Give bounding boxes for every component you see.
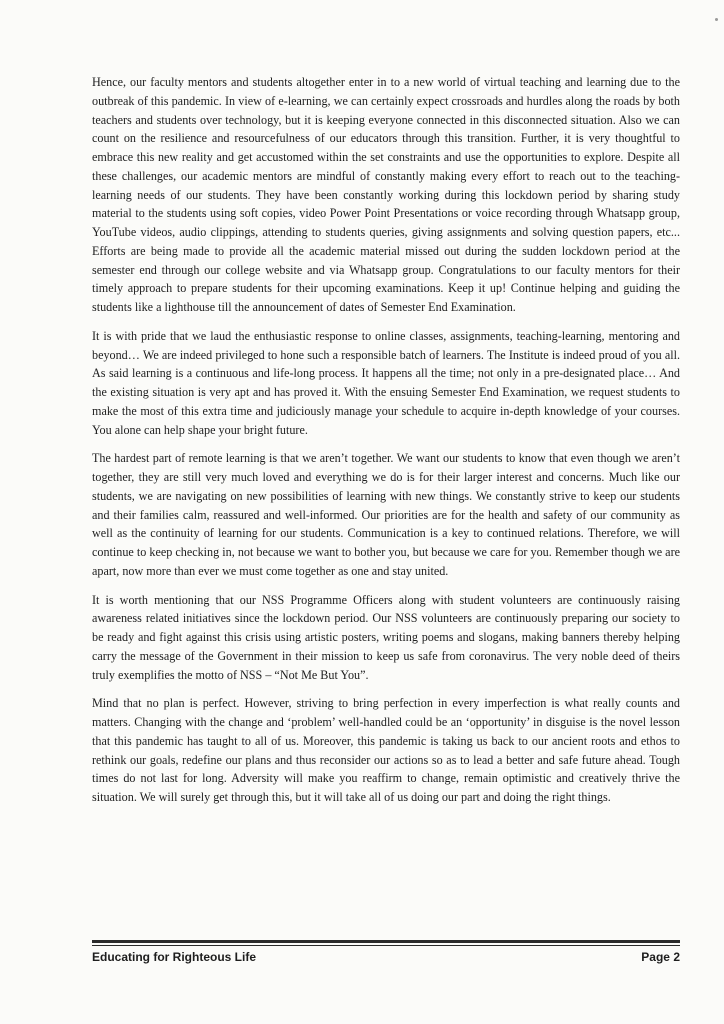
paragraph-no-plan-perfect: Mind that no plan is perfect. However, striving to bring perfection in every imperfection is what really counts and matters. Changing with the change and ‘problem’ well-handled could be an ‘opportunity’ in disguise is the novel lesson that this pandemic has taught to all of us. Moreover, this pandemic is taking us back to our ancient roots and ethos to rethink our goals, redefine our plans and thus reconsider our actions so as to lead a better and safe future ahead. Tough times do not last for long. Adversity will make you reaffirm to change, remain optimistic and creatively thrive the situation. We will surely get through this, but it will take all of us doing our part and doing the right things. [92,696,680,804]
page-footer [92,940,680,964]
page-number: Page 2 [641,950,680,964]
scan-edge-mark [715,18,718,21]
paragraph-elearning: Hence, our faculty mentors and students altogether enter in to a new world of virtual teaching and learning due to the outbreak of this pandemic. In view of e-learning, we can certainly expect crossroads and hurdles along the roads by both teachers and students over technology, but it is keeping everyone connected in this disconnected situation. Also we can count on the resilience and resourcefulness of our educators through this transition. Further, it is very thoughtful to embrace this new reality and get accustomed within the set constraints and use the opportunities to explore. Despite all these challenges, our academic mentors are mindful of constantly making every effort to reach out to the teaching-learning needs of our students. They have been constantly working during this lockdown period by sharing study material to the students using soft copies, video Power Point Presentations or voice recording through Whatsapp group, YouTube videos, audio clippings, attending to students queries, giving assignments and solving question papers, etc... Efforts are being made to provide all the academic material missed out during the sudden lockdown period at the semester end through our college website and via Whatsapp group. Congratulations to our faculty mentors for their timely approach to prepare students for their upcoming examinations. Keep it up! Continue helping and guiding the students like a lighthouse till the announcement of dates of Semester End Examination. [92,75,680,314]
paragraph-remote-learning: The hardest part of remote learning is that we aren’t together. We want our students to know that even though we aren’t together, they are still very much loved and everything we do is for their larger interest and concerns. Much like our students, we are navigating on new possibilities of learning with new things. We constantly strive to keep our students and their families calm, reassured and well-informed. Our priorities are for the health and safety of our community as well as the continuity of learning for our students. Communication is a key to continued relations. Therefore, we will continue to keep checking in, not because we want to bother you, but because we care for you. Remember though we are apart, now more than ever we must come together as one and stay united. [92,451,680,578]
footer-row [92,950,680,964]
footer-motto: Educating for Righteous Life [92,950,256,964]
footer-rule-thick [92,940,680,943]
paragraph-pride: It is with pride that we laud the enthusiastic response to online classes, assignments, teaching-learning, mentoring and beyond… We are indeed privileged to hone such a responsible batch of learners. The Institute is indeed proud of you all. As said learning is a continuous and life-long process. It happens all the time; not only in a pre-designated place… And the existing situation is very apt and has proved it. With the ensuing Semester End Examination, we request students to make the most of this extra time and judiciously manage your schedule to acquire in-depth knowledge of your courses. You alone can help shape your bright future. [92,328,680,437]
paragraph-nss: It is worth mentioning that our NSS Programme Officers along with student volunteers are continuously raising awareness related initiatives since the lockdown period. Our NSS volunteers are continuously preparing our society to be ready and fight against this crisis using artistic posters, writing poems and slogans, making banners thereby helping carry the message of the Government in their mission to keep us safe from coronavirus. The very noble deed of theirs truly exemplifies the motto of NSS – “Not Me But You”. [92,592,680,682]
footer-rule-thin [92,945,680,946]
body-text [92,73,680,817]
